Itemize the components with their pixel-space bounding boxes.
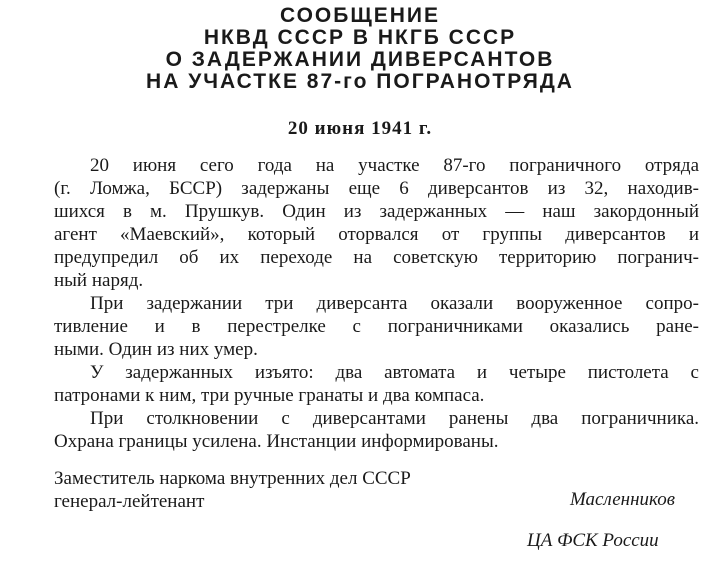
body-line: (г. Ломжа, БССР) задержаны еще 6 диверсантов из 32, находив- (54, 178, 699, 199)
body-line: патронами к ним, три ручные гранаты и два компаса. (54, 385, 485, 406)
document-date: 20 июня 1941 г. (287, 118, 433, 139)
body-line: шихся в м. Прушкув. Один из задержанных — наш закордонный (54, 201, 699, 222)
signature-position-line-1: Заместитель наркома внутренних дел СССР (54, 468, 411, 489)
document-title-line-4: НА УЧАСТКЕ 87-го ПОГРАНОТРЯДА (146, 70, 574, 93)
document-title-line-1: СООБЩЕНИЕ (279, 4, 441, 27)
body-line: ный наряд. (54, 270, 144, 291)
document-title-line-2: НКВД СССР В НКГБ СССР (203, 26, 517, 49)
signature-name: Масленников (570, 489, 675, 510)
body-line: агент «Маевский», который оторвался от группы диверсантов и (54, 224, 699, 245)
body-line: 20 июня сего года на участке 87-го пограничного отряда (90, 155, 699, 176)
document-source: ЦА ФСК России (527, 530, 659, 551)
body-line: ными. Один из них умер. (54, 339, 258, 360)
body-line: При столкновении с диверсантами ранены два пограничника. (90, 408, 699, 429)
body-line: Охрана границы усилена. Инстанции информированы. (54, 431, 499, 452)
body-line: предупредил об их переходе на советскую территорию погранич- (54, 247, 699, 268)
document-title-line-3: О ЗАДЕРЖАНИИ ДИВЕРСАНТОВ (165, 48, 555, 71)
body-line: При задержании три диверсанта оказали вооруженное сопро- (90, 293, 699, 314)
body-line: У задержанных изъято: два автомата и четыре пистолета с (90, 362, 699, 383)
signature-position-line-2: генерал-лейтенант (54, 491, 205, 512)
body-line: тивление и в перестрелке с пограничниками оказались ране- (54, 316, 699, 337)
